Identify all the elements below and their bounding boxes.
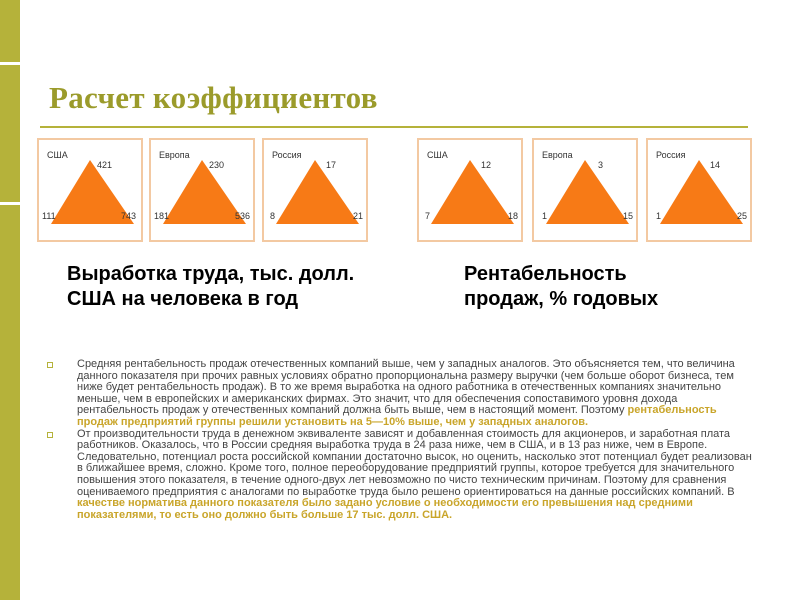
side-bar-bottom <box>0 205 20 600</box>
paragraph-productivity <box>47 429 755 522</box>
left-value: 181 <box>154 211 170 221</box>
left-value: 1 <box>656 211 662 221</box>
top-value: 3 <box>598 160 604 170</box>
paragraph-profitability <box>47 359 755 429</box>
region-label: Россия <box>272 150 302 160</box>
slide-title: Расчет коэффициентов <box>49 80 378 115</box>
right-value: 15 <box>623 211 634 221</box>
paragraph-highlight: качестве норматива данного показателя было задано условие о необходимости его превышения над средними показателями, то есть оно должно быть больше 17 тыс. долл. США. <box>77 497 693 521</box>
heading-profitability: Рентабельность продаж, % годовых <box>464 263 659 310</box>
left-value: 1 <box>542 211 548 221</box>
right-value: 743 <box>121 211 137 221</box>
right-value: 18 <box>508 211 519 221</box>
triangle-box-europe-labor <box>149 138 255 242</box>
left-value: 8 <box>270 211 276 221</box>
triangle-box-russia-labor <box>262 138 368 242</box>
paragraph-text: Средняя рентабельность продаж отечественных компаний выше, чем у западных аналогов. Это объясняется тем, что величина данного показателя при прочих равных условиях обратно пропорциональна размеру выручки (чем больше оборот бизнеса, тем ниже будет рентабельность продаж). В то же время выработка на одного работника в отечественных компаниях значительно меньше, чем в европейских и американских фирмах. Это значит, что для обеспечения сопоставимого уровня дохода рентабельность продаж у отечественных компаний должна быть выше, чем в настоящий момент. Поэтому <box>77 358 735 417</box>
body-text <box>47 359 755 521</box>
paragraph-highlight: рентабельность продаж предприятий группы решили установить на 5—10% выше, чем у западных аналогов. <box>77 404 717 428</box>
triangle-box-usa-profit <box>417 138 523 242</box>
top-value: 230 <box>209 160 225 170</box>
top-value: 14 <box>710 160 721 170</box>
side-bar-middle <box>0 65 20 202</box>
top-value: 17 <box>326 160 337 170</box>
top-value: 12 <box>481 160 492 170</box>
side-bar-top <box>0 0 20 62</box>
region-label: Россия <box>656 150 686 160</box>
title-divider <box>40 126 748 128</box>
left-value: 111 <box>42 211 56 221</box>
region-label: США <box>427 150 448 160</box>
right-value: 21 <box>353 211 364 221</box>
right-value: 25 <box>737 211 748 221</box>
region-label: Европа <box>542 150 573 160</box>
left-value: 7 <box>425 211 431 221</box>
region-label: Европа <box>159 150 190 160</box>
bullet-icon <box>47 432 53 438</box>
triangle-box-usa-labor <box>37 138 143 242</box>
paragraph-text: От производительности труда в денежном эквиваленте зависят и добавленная стоимость для акционеров, и заработная плата работников. Оказалось, что в России средняя выработка труда в 24 раза ниже, чем в США, и в 13 раз ниже, чем в Европе. Следовательно, потенциал роста российской компании достаточно высок, но оценить, насколько этот потенциал будет реализован в ближайшее время, сложно. Кроме того, полное переоборудование предприятий группы, которое требуется для значительного повышения этого показателя, в течение одного-двух лет невозможно по чисто техническим причинам. Поэтому для сравнения оцениваемого предприятия с аналогами по выработке труда было решено ориентироваться на данные российских компаний. В <box>77 427 752 498</box>
right-value: 536 <box>235 211 251 221</box>
top-value: 421 <box>97 160 113 170</box>
triangle-box-europe-profit <box>532 138 638 242</box>
region-label: США <box>47 150 68 160</box>
triangle-box-russia-profit <box>646 138 752 242</box>
heading-labor-productivity: Выработка труда, тыс. долл. США на человека в год <box>67 263 355 310</box>
bullet-icon <box>47 362 53 368</box>
